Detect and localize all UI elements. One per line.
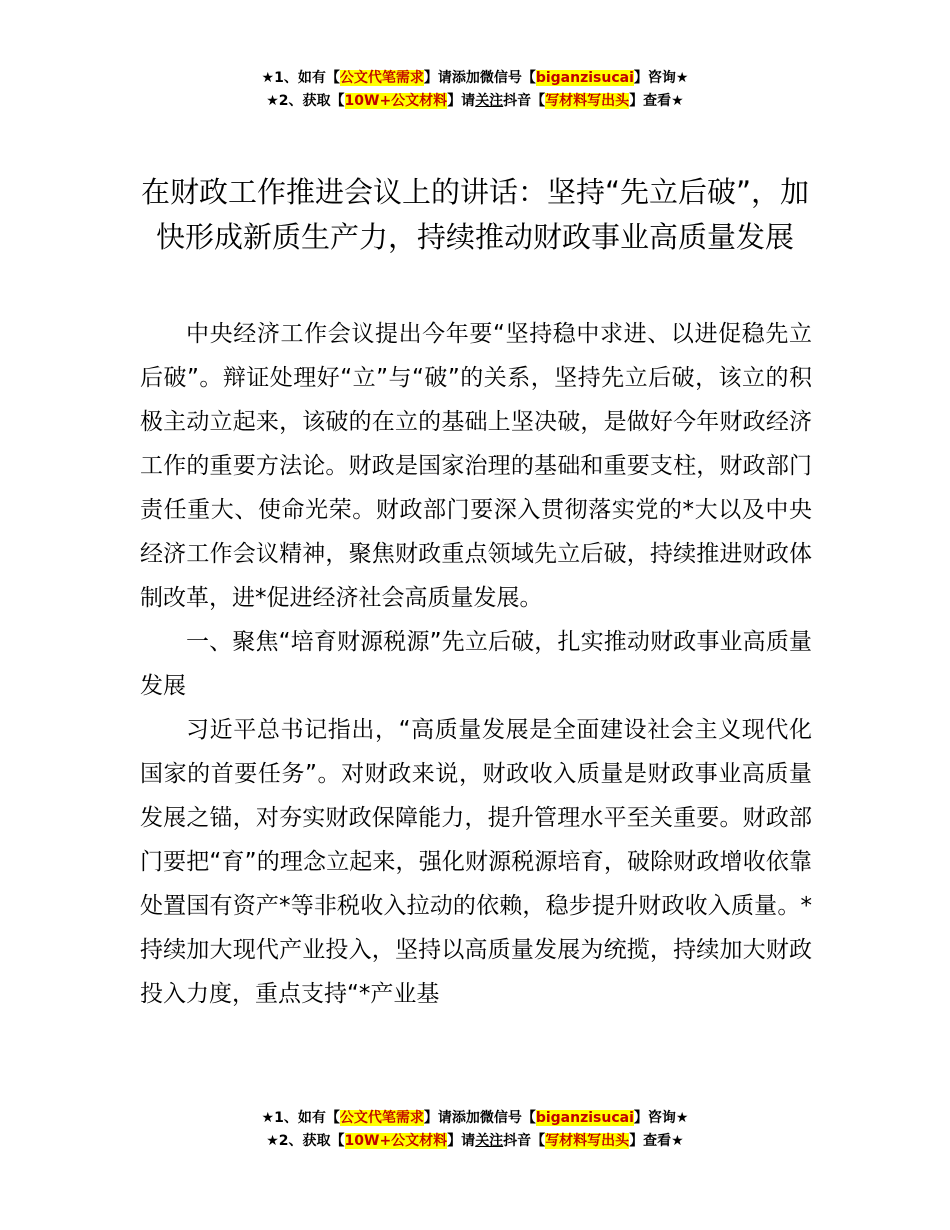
paragraph-section-1: 习近平总书记指出，“高质量发展是全面建设社会主义现代化国家的首要任务”。对财政来说，财政收入质量是财政事业高质量发展之锚，对夯实财政保障能力，提升管理水平至关重要。财政部门要把“育”的理念立起来，强化财源税源培育，破除财政增收依靠处置国有资产*等非税收入拉动的依赖，稳步提升财政收入质量。*持续加大现代产业投入，坚持以高质量发展为统揽，持续加大财政投入力度，重点支持“*产业基 (140, 717, 812, 1007)
follow-text: 关注 (475, 93, 504, 109)
banner-text: 】请添加微信号【 (423, 70, 536, 86)
header-banner (0, 67, 950, 113)
highlight-ghostwriting: 公文代笔需求 (339, 1110, 424, 1126)
highlight-materials: 10W+公文材料 (344, 1133, 448, 1149)
document-title: 在财政工作推进会议上的讲话：坚持“先立后破”，加快形成新质生产力，持续推动财政事业高质量发展 (140, 175, 810, 254)
banner-text: 抖音【 (503, 1133, 546, 1149)
banner-text: ★1、如有【 (261, 70, 340, 86)
banner-text: 】查看★ (629, 93, 684, 109)
banner-text: ★1、如有【 (261, 1110, 340, 1126)
document-body (140, 312, 812, 1016)
banner-text: 】请 (447, 1133, 476, 1149)
section-heading-1: 一、聚焦“培育财源税源”先立后破，扎实推动财政事业高质量发展 (140, 629, 812, 699)
highlight-materials: 10W+公文材料 (344, 93, 448, 109)
footer-banner (0, 1107, 950, 1153)
highlight-wechat-id: biganzisucai (535, 70, 634, 86)
banner-text: 】请 (447, 93, 476, 109)
banner-text: 】查看★ (629, 1133, 684, 1149)
banner-text: ★2、获取【 (266, 1133, 345, 1149)
banner-text: 】请添加微信号【 (423, 1110, 536, 1126)
follow-text: 关注 (475, 1133, 504, 1149)
banner-text: 】咨询★ (633, 70, 689, 86)
banner-line-1 (0, 67, 950, 90)
banner-text: 】咨询★ (633, 1110, 689, 1126)
banner-text: 抖音【 (503, 93, 546, 109)
banner-line-2 (0, 1130, 950, 1153)
highlight-wechat-id: biganzisucai (535, 1110, 634, 1126)
highlight-ghostwriting: 公文代笔需求 (339, 70, 424, 86)
banner-text: ★2、获取【 (266, 93, 345, 109)
banner-line-1 (0, 1107, 950, 1130)
banner-line-2 (0, 90, 950, 113)
highlight-douyin-account: 写材料写出头 (545, 93, 630, 109)
highlight-douyin-account: 写材料写出头 (545, 1133, 630, 1149)
paragraph-intro: 中央经济工作会议提出今年要“坚持稳中求进、以进促稳先立后破”。辩证处理好“立”与“破”的关系，坚持先立后破，该立的积极主动立起来，该破的在立的基础上坚决破，是做好今年财政经济工作的重要方法论。财政是国家治理的基础和重要支柱，财政部门责任重大、使命光荣。财政部门要深入贯彻落实党的*大以及中央经济工作会议精神，聚焦财政重点领域先立后破，持续推进财政体制改革，进*促进经济社会高质量发展。 (140, 321, 812, 611)
